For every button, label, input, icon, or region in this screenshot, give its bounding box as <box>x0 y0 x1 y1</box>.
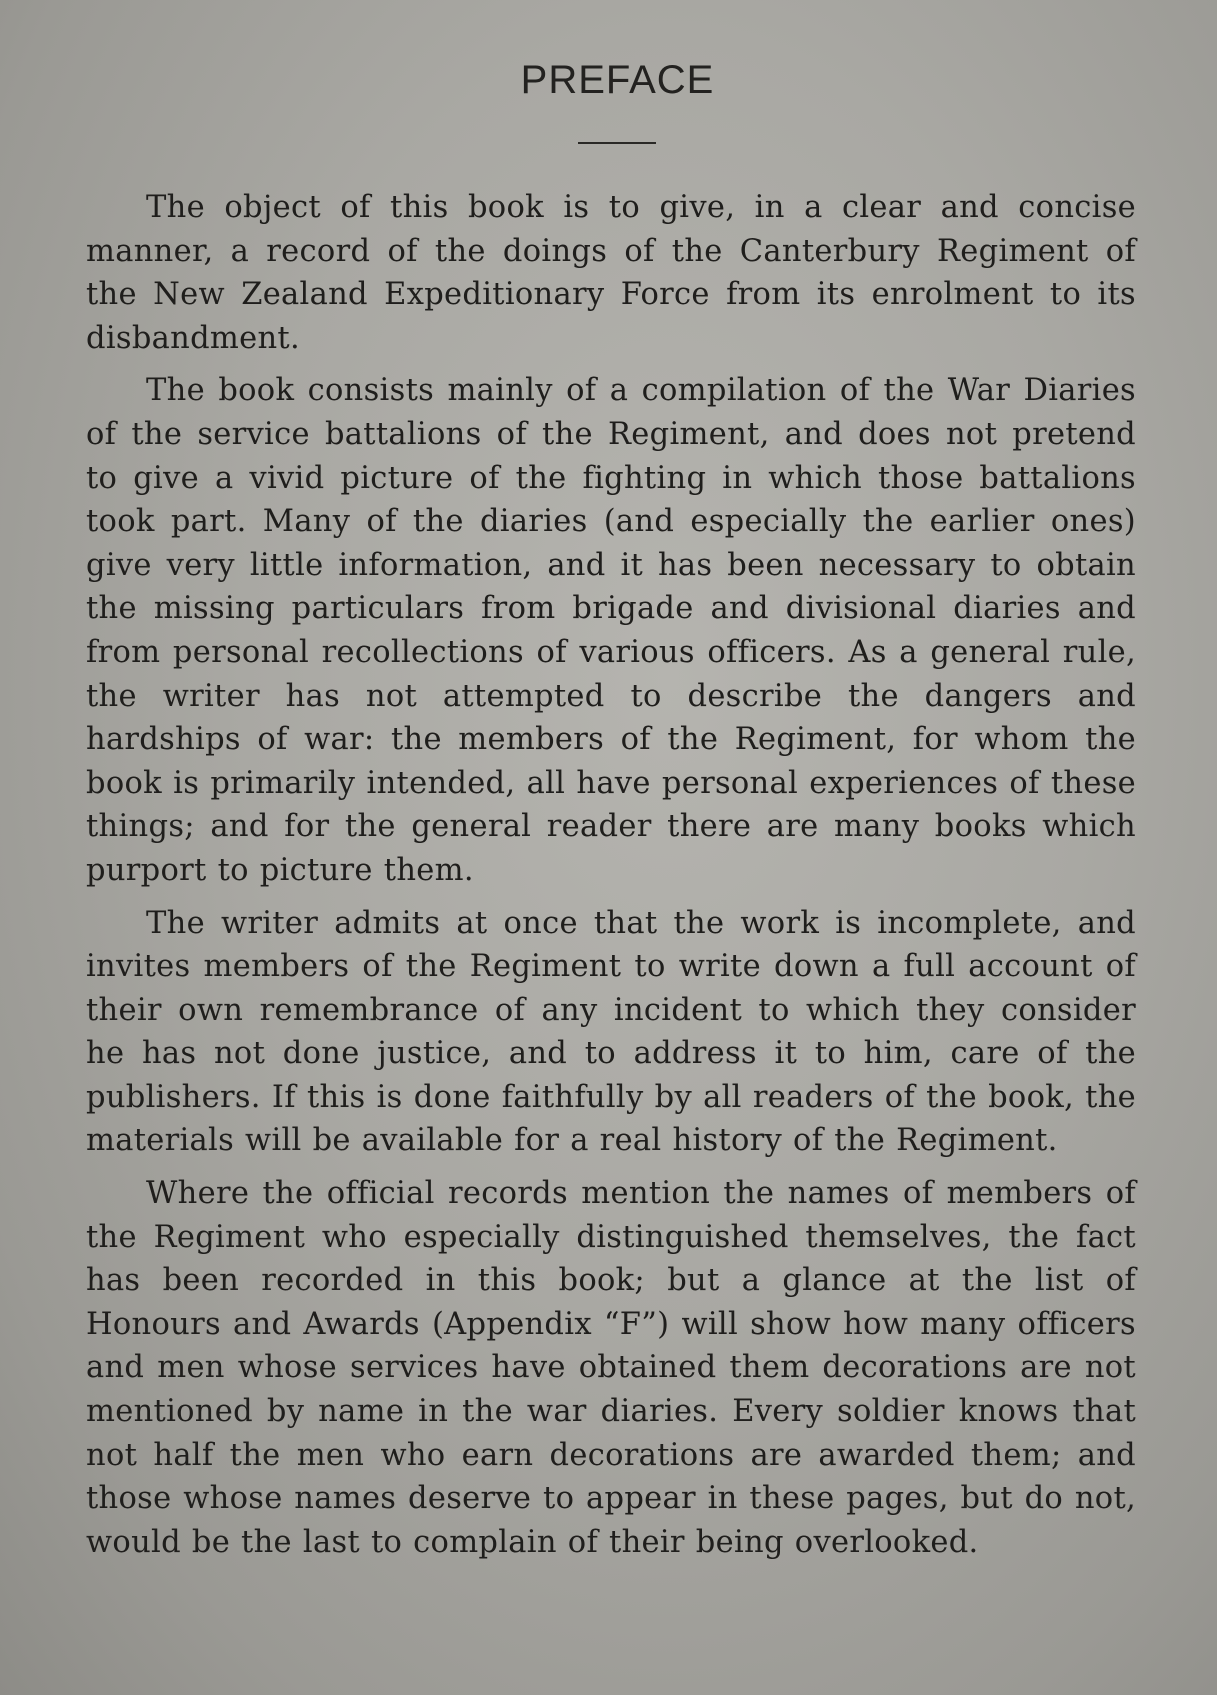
paragraph-4: Where the official records mention the names of members of the Regiment who especially distinguished themselves, the fact has been recorded in this book; but a glance at the list of Honours and Awards (Appendix “F”) will show how many officers and men whose services have obtained them decorations are not mentioned by name in the war diaries. Every soldier knows that not half the men who earn decorations are awarded them; and those whose names deserve to appear in these pages, but do not, would be the last to complain of their being overlooked. <box>86 1176 1136 1560</box>
preface-body <box>86 186 1136 1573</box>
paragraph-1: The object of this book is to give, in a clear and concise manner, a record of the doings of the Canterbury Regiment of the New Zealand Expeditionary Force from its enrolment to its disbandment. <box>86 190 1136 356</box>
title-divider <box>578 142 656 144</box>
page-title: PREFACE <box>520 58 715 102</box>
paragraph-3: The writer admits at once that the work is incomplete, and invites members of the Regiment to write down a full account of their own remembrance of any incident to which they consider he has not done justice, and to address it to him, care of the publishers. If this is done faithfully by all readers of the book, the materials will be available for a real history of the Regiment. <box>86 905 1136 1159</box>
paragraph-2: The book consists mainly of a compilation of the War Diaries of the service battalions of the Regiment, and does not pretend to give a vivid picture of the fighting in which those battalions took part. Many of the diaries (and especially the earlier ones) give very little information, and it has been necessary to obtain the missing particulars from brigade and divisional diaries and from personal recollections of various officers. As a general rule, the writer has not attempted to describe the dangers and hardships of war: the members of the Regiment, for whom the book is primarily intended, all have personal experiences of these things; and for the general reader there are many books which purport to picture them. <box>86 373 1136 888</box>
